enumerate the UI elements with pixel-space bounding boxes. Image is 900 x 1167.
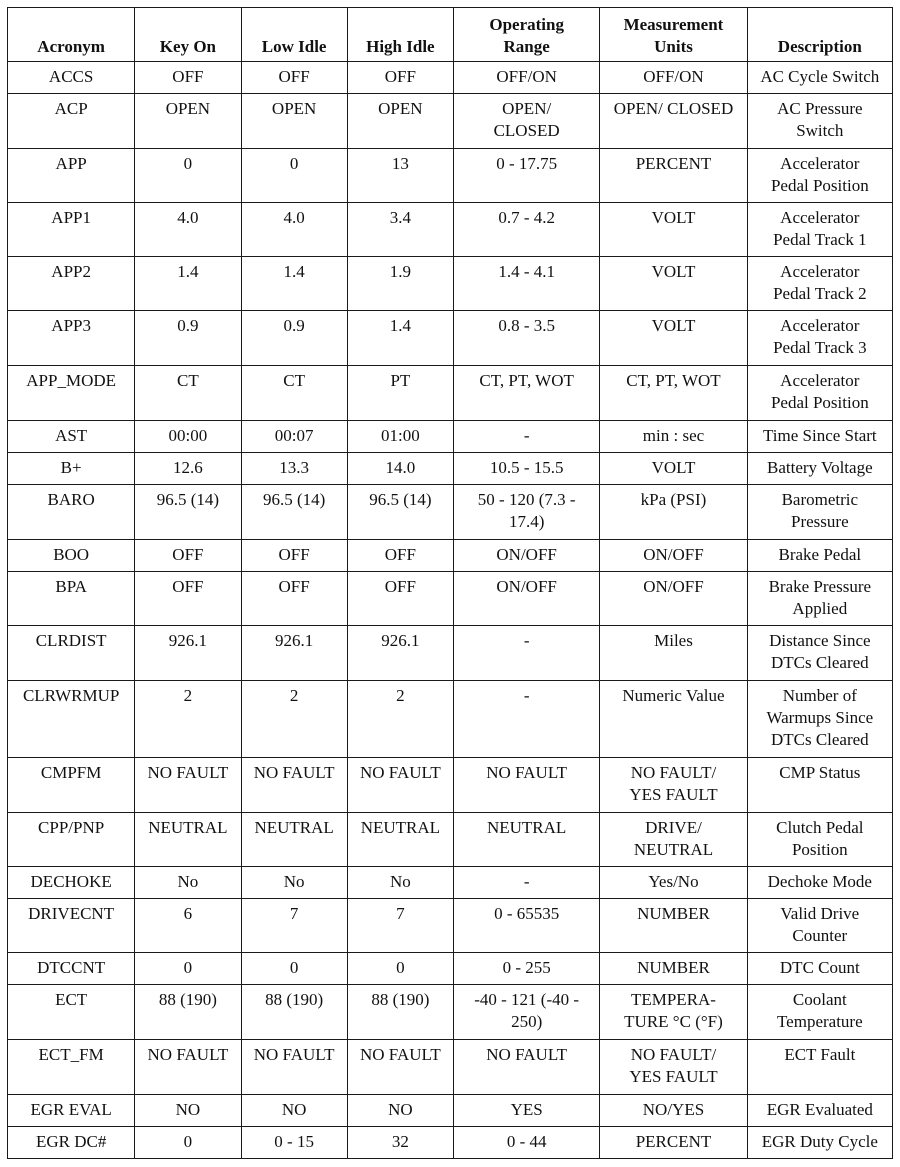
cell-operating-range: - — [453, 681, 599, 758]
cell-key-on: 0 — [135, 149, 241, 203]
cell-description: Time Since Start — [747, 421, 892, 453]
cell-description: Barometric Pressure — [747, 485, 892, 540]
cell-measurement-units: VOLT — [600, 257, 747, 311]
table-row — [8, 899, 893, 953]
cell-measurement-units: NUMBER — [600, 899, 747, 953]
cell-key-on: OPEN — [135, 94, 241, 149]
cell-operating-range: ON/OFF — [453, 572, 599, 626]
table-row — [8, 758, 893, 813]
cell-high-idle: OPEN — [347, 94, 453, 149]
table-row — [8, 94, 893, 149]
cell-measurement-units: OPEN/ CLOSED — [600, 94, 747, 149]
cell-measurement-units: PERCENT — [600, 1127, 747, 1159]
cell-description: Distance Since DTCs Cleared — [747, 626, 892, 681]
header-row — [8, 8, 893, 62]
cell-operating-range: - — [453, 867, 599, 899]
cell-acronym: AST — [8, 421, 135, 453]
cell-high-idle: 1.4 — [347, 311, 453, 366]
table-row — [8, 203, 893, 257]
cell-operating-range: 0 - 44 — [453, 1127, 599, 1159]
cell-acronym: ECT_FM — [8, 1040, 135, 1095]
cell-acronym: ECT — [8, 985, 135, 1040]
cell-high-idle: 01:00 — [347, 421, 453, 453]
header-acronym: Acronym — [8, 8, 135, 62]
cell-key-on: 96.5 (14) — [135, 485, 241, 540]
cell-description: Accelerator Pedal Track 3 — [747, 311, 892, 366]
cell-key-on: 6 — [135, 899, 241, 953]
cell-measurement-units: DRIVE/ NEUTRAL — [600, 813, 747, 867]
cell-low-idle: 2 — [241, 681, 347, 758]
cell-description: Accelerator Pedal Position — [747, 366, 892, 421]
cell-measurement-units: PERCENT — [600, 149, 747, 203]
cell-acronym: DRIVECNT — [8, 899, 135, 953]
cell-acronym: CLRDIST — [8, 626, 135, 681]
cell-description: EGR Duty Cycle — [747, 1127, 892, 1159]
cell-low-idle: NO FAULT — [241, 1040, 347, 1095]
header-key-on: Key On — [135, 8, 241, 62]
table-row — [8, 985, 893, 1040]
cell-high-idle: PT — [347, 366, 453, 421]
cell-operating-range: 0 - 65535 — [453, 899, 599, 953]
header-operating-range: Operating Range — [453, 8, 599, 62]
cell-low-idle: 1.4 — [241, 257, 347, 311]
cell-high-idle: 7 — [347, 899, 453, 953]
cell-operating-range: NO FAULT — [453, 758, 599, 813]
cell-acronym: ACP — [8, 94, 135, 149]
cell-acronym: ACCS — [8, 62, 135, 94]
cell-key-on: NEUTRAL — [135, 813, 241, 867]
cell-measurement-units: VOLT — [600, 311, 747, 366]
table-body — [8, 62, 893, 1159]
cell-key-on: 926.1 — [135, 626, 241, 681]
cell-operating-range: 0 - 255 — [453, 953, 599, 985]
cell-acronym: DECHOKE — [8, 867, 135, 899]
cell-operating-range: NO FAULT — [453, 1040, 599, 1095]
cell-description: Battery Voltage — [747, 453, 892, 485]
table-row — [8, 485, 893, 540]
table-row — [8, 366, 893, 421]
cell-operating-range: 0.8 - 3.5 — [453, 311, 599, 366]
cell-description: Accelerator Pedal Track 2 — [747, 257, 892, 311]
cell-high-idle: NO — [347, 1095, 453, 1127]
cell-measurement-units: min : sec — [600, 421, 747, 453]
table-row — [8, 953, 893, 985]
cell-acronym: BOO — [8, 540, 135, 572]
cell-measurement-units: NUMBER — [600, 953, 747, 985]
table-row — [8, 681, 893, 758]
table-row — [8, 311, 893, 366]
cell-acronym: CPP/PNP — [8, 813, 135, 867]
header-measurement-units: Measurement Units — [600, 8, 747, 62]
cell-high-idle: 14.0 — [347, 453, 453, 485]
cell-description: Dechoke Mode — [747, 867, 892, 899]
cell-description: DTC Count — [747, 953, 892, 985]
cell-high-idle: 926.1 — [347, 626, 453, 681]
cell-acronym: CLRWRMUP — [8, 681, 135, 758]
table-row — [8, 867, 893, 899]
cell-high-idle: OFF — [347, 572, 453, 626]
cell-measurement-units: VOLT — [600, 203, 747, 257]
cell-low-idle: OFF — [241, 540, 347, 572]
cell-operating-range: 50 - 120 (7.3 - 17.4) — [453, 485, 599, 540]
cell-operating-range: 1.4 - 4.1 — [453, 257, 599, 311]
cell-low-idle: NEUTRAL — [241, 813, 347, 867]
cell-low-idle: OFF — [241, 572, 347, 626]
cell-low-idle: 13.3 — [241, 453, 347, 485]
pid-table — [7, 7, 893, 1159]
cell-operating-range: 10.5 - 15.5 — [453, 453, 599, 485]
cell-operating-range: - — [453, 626, 599, 681]
cell-acronym: APP1 — [8, 203, 135, 257]
cell-description: CMP Status — [747, 758, 892, 813]
cell-key-on: NO — [135, 1095, 241, 1127]
cell-measurement-units: NO FAULT/ YES FAULT — [600, 758, 747, 813]
cell-low-idle: OPEN — [241, 94, 347, 149]
cell-high-idle: 96.5 (14) — [347, 485, 453, 540]
cell-low-idle: 926.1 — [241, 626, 347, 681]
table-row — [8, 572, 893, 626]
table-row — [8, 453, 893, 485]
cell-key-on: 0 — [135, 1127, 241, 1159]
cell-description: Accelerator Pedal Position — [747, 149, 892, 203]
cell-measurement-units: ON/OFF — [600, 540, 747, 572]
table-row — [8, 626, 893, 681]
table-row — [8, 1095, 893, 1127]
cell-measurement-units: CT, PT, WOT — [600, 366, 747, 421]
cell-key-on: OFF — [135, 572, 241, 626]
cell-key-on: NO FAULT — [135, 758, 241, 813]
cell-key-on: 88 (190) — [135, 985, 241, 1040]
cell-description: AC Pressure Switch — [747, 94, 892, 149]
cell-key-on: NO FAULT — [135, 1040, 241, 1095]
table-row — [8, 1040, 893, 1095]
cell-acronym: APP — [8, 149, 135, 203]
cell-low-idle: 0.9 — [241, 311, 347, 366]
cell-key-on: OFF — [135, 540, 241, 572]
cell-measurement-units: NO/YES — [600, 1095, 747, 1127]
cell-high-idle: No — [347, 867, 453, 899]
cell-low-idle: OFF — [241, 62, 347, 94]
table-row — [8, 540, 893, 572]
cell-high-idle: NO FAULT — [347, 758, 453, 813]
cell-operating-range: 0.7 - 4.2 — [453, 203, 599, 257]
cell-acronym: EGR EVAL — [8, 1095, 135, 1127]
cell-key-on: 00:00 — [135, 421, 241, 453]
cell-key-on: 0 — [135, 953, 241, 985]
cell-key-on: 4.0 — [135, 203, 241, 257]
cell-measurement-units: TEMPERA- TURE °C (°F) — [600, 985, 747, 1040]
cell-low-idle: CT — [241, 366, 347, 421]
cell-high-idle: OFF — [347, 62, 453, 94]
table-row — [8, 813, 893, 867]
cell-description: Brake Pressure Applied — [747, 572, 892, 626]
cell-high-idle: OFF — [347, 540, 453, 572]
cell-key-on: OFF — [135, 62, 241, 94]
cell-description: EGR Evaluated — [747, 1095, 892, 1127]
cell-high-idle: 88 (190) — [347, 985, 453, 1040]
cell-measurement-units: VOLT — [600, 453, 747, 485]
cell-acronym: CMPFM — [8, 758, 135, 813]
cell-acronym: B+ — [8, 453, 135, 485]
table-row — [8, 149, 893, 203]
cell-acronym: APP2 — [8, 257, 135, 311]
cell-description: Accelerator Pedal Track 1 — [747, 203, 892, 257]
cell-acronym: BARO — [8, 485, 135, 540]
cell-low-idle: 88 (190) — [241, 985, 347, 1040]
table-row — [8, 62, 893, 94]
cell-low-idle: 0 — [241, 149, 347, 203]
cell-description: Clutch Pedal Position — [747, 813, 892, 867]
cell-key-on: No — [135, 867, 241, 899]
cell-high-idle: 0 — [347, 953, 453, 985]
cell-measurement-units: Miles — [600, 626, 747, 681]
cell-operating-range: - — [453, 421, 599, 453]
cell-measurement-units: OFF/ON — [600, 62, 747, 94]
header-low-idle: Low Idle — [241, 8, 347, 62]
cell-measurement-units: ON/OFF — [600, 572, 747, 626]
cell-operating-range: CT, PT, WOT — [453, 366, 599, 421]
cell-key-on: CT — [135, 366, 241, 421]
cell-description: Number of Warmups Since DTCs Cleared — [747, 681, 892, 758]
table-row — [8, 421, 893, 453]
table-row — [8, 257, 893, 311]
cell-low-idle: NO — [241, 1095, 347, 1127]
cell-key-on: 0.9 — [135, 311, 241, 366]
cell-operating-range: YES — [453, 1095, 599, 1127]
cell-high-idle: 1.9 — [347, 257, 453, 311]
cell-description: ECT Fault — [747, 1040, 892, 1095]
cell-description: Valid Drive Counter — [747, 899, 892, 953]
table-row — [8, 1127, 893, 1159]
cell-key-on: 2 — [135, 681, 241, 758]
cell-low-idle: 00:07 — [241, 421, 347, 453]
cell-operating-range: OFF/ON — [453, 62, 599, 94]
cell-operating-range: OPEN/ CLOSED — [453, 94, 599, 149]
cell-high-idle: NEUTRAL — [347, 813, 453, 867]
cell-operating-range: ON/OFF — [453, 540, 599, 572]
cell-low-idle: 7 — [241, 899, 347, 953]
cell-acronym: BPA — [8, 572, 135, 626]
cell-operating-range: NEUTRAL — [453, 813, 599, 867]
cell-description: Coolant Temperature — [747, 985, 892, 1040]
cell-acronym: EGR DC# — [8, 1127, 135, 1159]
cell-high-idle: 3.4 — [347, 203, 453, 257]
cell-high-idle: 2 — [347, 681, 453, 758]
cell-low-idle: 0 - 15 — [241, 1127, 347, 1159]
cell-measurement-units: NO FAULT/ YES FAULT — [600, 1040, 747, 1095]
cell-acronym: APP_MODE — [8, 366, 135, 421]
cell-operating-range: -40 - 121 (-40 - 250) — [453, 985, 599, 1040]
header-description: Description — [747, 8, 892, 62]
cell-description: Brake Pedal — [747, 540, 892, 572]
cell-low-idle: 96.5 (14) — [241, 485, 347, 540]
cell-key-on: 12.6 — [135, 453, 241, 485]
header-high-idle: High Idle — [347, 8, 453, 62]
cell-high-idle: 13 — [347, 149, 453, 203]
cell-measurement-units: Numeric Value — [600, 681, 747, 758]
cell-acronym: APP3 — [8, 311, 135, 366]
cell-operating-range: 0 - 17.75 — [453, 149, 599, 203]
cell-measurement-units: kPa (PSI) — [600, 485, 747, 540]
cell-low-idle: 0 — [241, 953, 347, 985]
cell-low-idle: NO FAULT — [241, 758, 347, 813]
cell-high-idle: NO FAULT — [347, 1040, 453, 1095]
cell-measurement-units: Yes/No — [600, 867, 747, 899]
cell-key-on: 1.4 — [135, 257, 241, 311]
cell-high-idle: 32 — [347, 1127, 453, 1159]
cell-low-idle: No — [241, 867, 347, 899]
cell-low-idle: 4.0 — [241, 203, 347, 257]
cell-acronym: DTCCNT — [8, 953, 135, 985]
cell-description: AC Cycle Switch — [747, 62, 892, 94]
